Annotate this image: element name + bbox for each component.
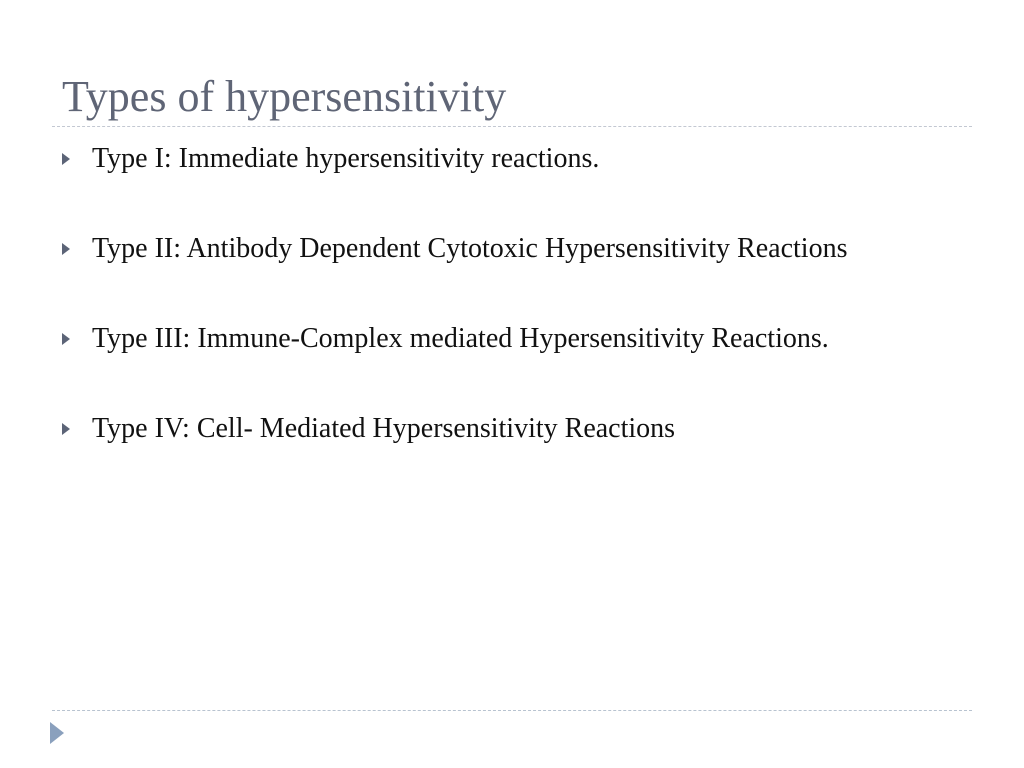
bullet-text: Type III: Immune-Complex mediated Hypersensitivity Reactions. [92, 323, 829, 354]
bullet-item [62, 141, 942, 177]
triangle-right-icon [62, 153, 70, 165]
play-arrow-icon[interactable] [50, 722, 64, 744]
title-divider [52, 126, 972, 127]
bullet-text: Type I: Immediate hypersensitivity reactions. [92, 143, 600, 174]
bullet-item [62, 411, 942, 447]
triangle-right-icon [62, 333, 70, 345]
bullet-list [62, 141, 942, 447]
bullet-item [62, 321, 942, 357]
triangle-right-icon [62, 243, 70, 255]
triangle-right-icon [62, 423, 70, 435]
slide-title: Types of hypersensitivity [62, 72, 507, 121]
bullet-text: Type II: Antibody Dependent Cytotoxic Hypersensitivity Reactions [92, 233, 848, 264]
bullet-item [62, 231, 942, 267]
footer-divider [52, 710, 972, 711]
bullet-text: Type IV: Cell- Mediated Hypersensitivity Reactions [92, 413, 676, 444]
